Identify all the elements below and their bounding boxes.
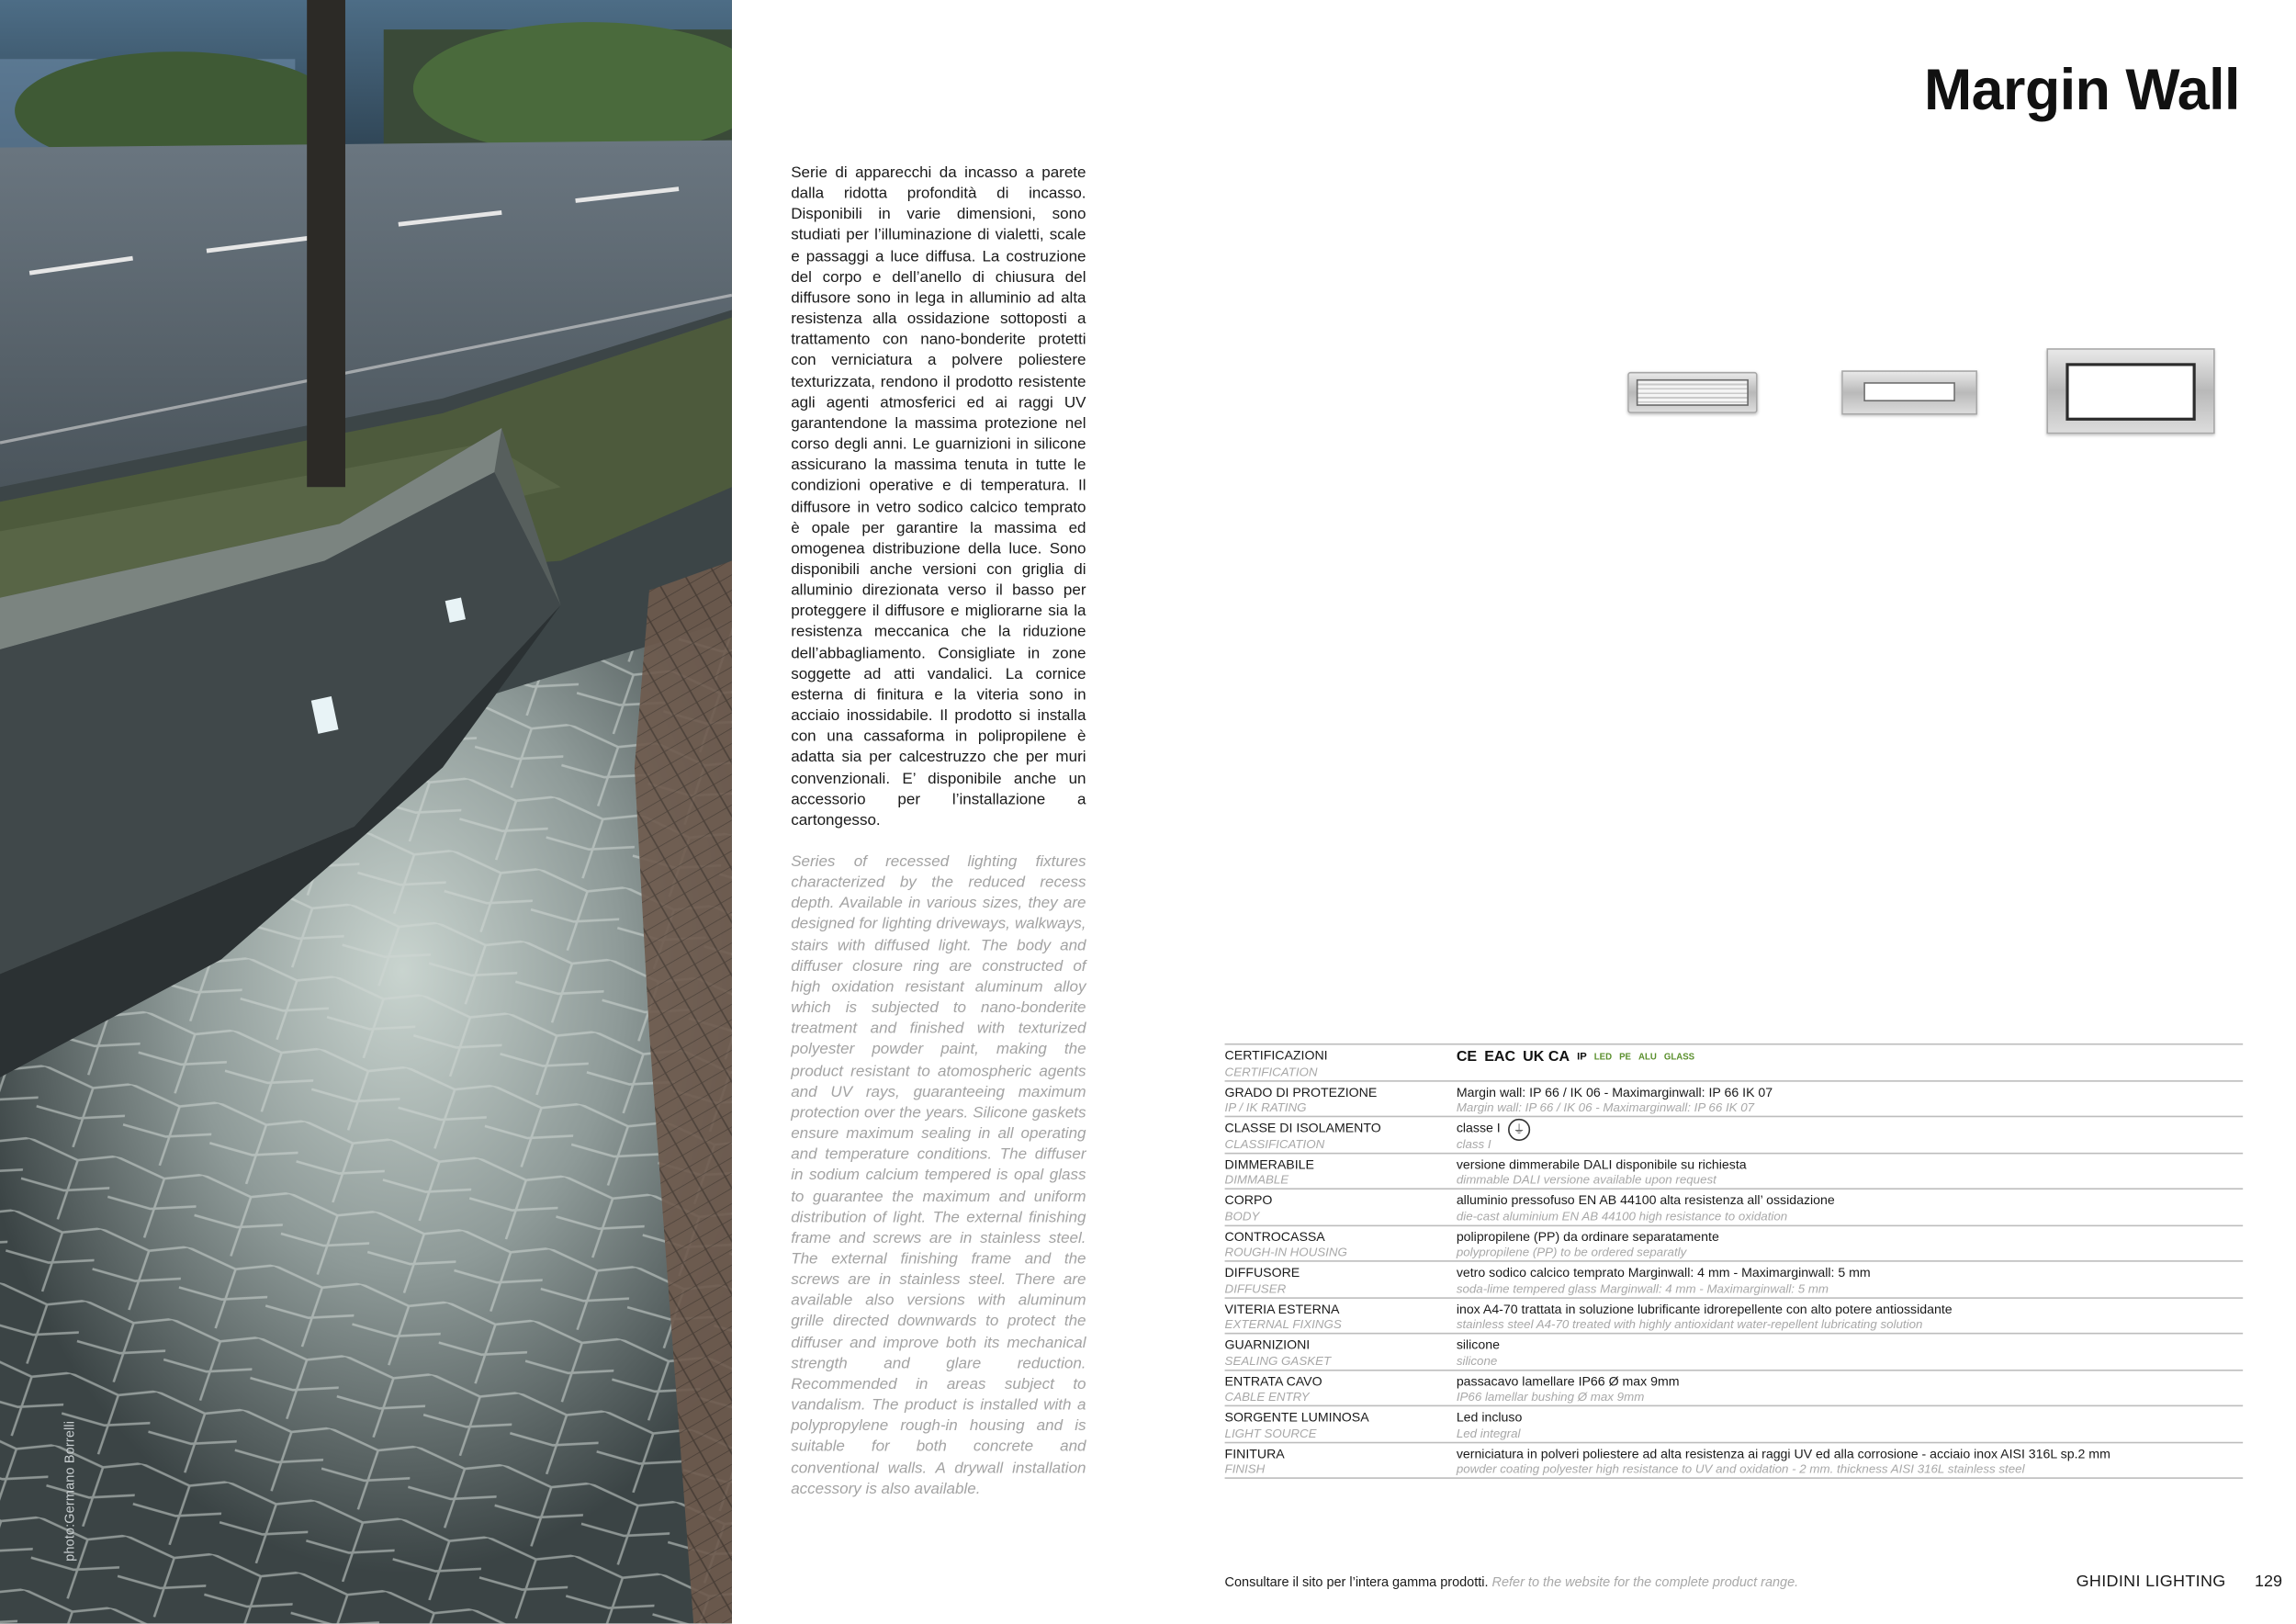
- ground-symbol-icon: ⏚: [1508, 1119, 1530, 1141]
- certification-icons: [1457, 1049, 1694, 1066]
- spec-label-italian: CONTROCASSA: [1224, 1228, 1325, 1244]
- certification-icon: EAC: [1484, 1049, 1516, 1066]
- description-italian: Serie di apparecchi da incasso a parete dalla ridotta profondità di incasso. Disponibili in varie dimensioni, sono studiati per l’illuminazione di vialetti, scale e passaggi a luce diffusa. La costruzione del corpo e dell’anello di chiusura del diffusore sono in lega in alluminio ad alta resistenza alla ossidazione sottoposti a trattamento con nano-bonderite protetti con verniciatura a polvere poliestere texturizzata, rendono il prodotto resistente agli agenti atmosferici ed ai raggi UV garantendone la massima protezione nel corso degli anni. Le guarnizioni in silicone assicurano la massima tenuta in tutte le condizioni operative e di temperatura. Il diffusore in vetro sodico calcico temprato è opale per garantire la massima ed omogenea distribuzione della luce. Sono disponibili anche versioni con griglia di alluminio direzionata verso il basso per proteggere il diffusore e migliorarne sia la resistenza meccanica che la riduzione dell’abbagliamento. Consigliate in zone soggette ad atti vandalici. La cornice esterna di finitura e la viteria sono in acciaio inossidabile. Il prodotto si installa con una cassaforma in polipropilene è adatta sia per calcestruzzo che per muri convenzionali. E’ disponibile anche un accessorio per l’installazione a cartongesso.: [791, 164, 1086, 829]
- spec-label-italian: DIFFUSORE: [1224, 1264, 1300, 1280]
- spec-value-italian: polipropilene (PP) da ordinare separatamente: [1456, 1228, 1719, 1244]
- certification-icon: IP: [1577, 1052, 1587, 1063]
- spec-label-italian: SORGENTE LUMINOSA: [1224, 1409, 1369, 1425]
- spec-label-english: CLASSIFICATION: [1224, 1135, 1325, 1151]
- spec-value-italian: silicone: [1456, 1336, 1500, 1352]
- spec-row: [1225, 1406, 2244, 1442]
- spec-row: [1225, 1334, 2244, 1370]
- spec-label-english: ROUGH-IN HOUSING: [1224, 1244, 1347, 1259]
- spec-value-english: die-cast aluminium EN AB 44100 high resistance to oxidation: [1456, 1208, 1788, 1224]
- spec-value-english: stainless steel A4-70 treated with highly antioxidant water-repellent lubricating solution: [1456, 1316, 1923, 1332]
- spec-row: [1225, 1298, 2244, 1334]
- spec-value-english: soda-lime tempered glass Marginwall: 4 mm - Maximarginwall: 5 mm: [1456, 1280, 1829, 1295]
- spec-label-italian: CERTIFICAZIONI: [1224, 1047, 1328, 1063]
- spec-value-italian: Led incluso: [1456, 1409, 1523, 1425]
- night-street-photo: [0, 0, 732, 1623]
- certification-icon: GLASS: [1663, 1053, 1695, 1063]
- spec-label-italian: GUARNIZIONI: [1224, 1336, 1311, 1352]
- spec-row: [1225, 1045, 2244, 1081]
- spec-label-italian: ENTRATA CAVO: [1224, 1373, 1322, 1389]
- spec-value-italian: verniciatura in polveri poliestere ad alta resistenza ai raggi UV ed alla corrosione - acciaio inox AISI 316L sp.2 mm: [1456, 1445, 2110, 1460]
- spec-value-english: polypropilene (PP) to be ordered separatly: [1456, 1244, 1687, 1259]
- spec-row: [1225, 1262, 2244, 1298]
- spec-label-english: LIGHT SOURCE: [1224, 1425, 1317, 1440]
- spec-value-english: Led integral: [1456, 1425, 1521, 1440]
- spec-label-italian: CLASSE DI ISOLAMENTO: [1224, 1120, 1381, 1135]
- description-english: Series of recessed lighting fixtures characterized by the reduced recess depth. Available in various sizes, they are designed for lighting driveways, walkways, stairs with diffused light. The body and diffuser closure ring are constructed of high oxidation resistant aluminum alloy which is subjected to nano-bonderite treatment and finished with texturized polyester powder paint, making the product resistant to atomospheric agents and UV rays, guaranteeing maximum protection over the years. Silicone gaskets ensure maximum sealing in all operating and temperature conditions. The diffuser in sodium calcium tempered is opal glass to guarantee the maximum and uniform distribution of light. The external finishing frame and screws are in stainless steel. The external finishing frame and the screws are in stainless steel. There are available also versions with aluminum grille directed downwards to protect the diffuser and improve both its mechanical strength and glare reduction. Recommended in areas subject to vandalism. The product is installed with a polypropylene rough-in housing and is suitable for both concrete and conventional walls. A drywall installation accessory is also available.: [791, 852, 1086, 1498]
- spec-label-italian: GRADO DI PROTEZIONE: [1224, 1084, 1378, 1100]
- spec-table: [1225, 1043, 2244, 1479]
- spec-label-english: EXTERNAL FIXINGS: [1224, 1316, 1342, 1332]
- product-image-small: [1627, 372, 1757, 413]
- spec-value-english: Margin wall: IP 66 / IK 06 - Maximarginwall: IP 66 IK 07: [1456, 1099, 1755, 1115]
- spec-row: [1225, 1154, 2244, 1190]
- certification-icon: UK CA: [1523, 1049, 1570, 1066]
- spec-value-italian: Margin wall: IP 66 / IK 06 - Maximarginwall: IP 66 IK 07: [1456, 1084, 1773, 1100]
- spec-label-english: FINISH: [1224, 1460, 1266, 1476]
- spec-label-english: DIMMABLE: [1224, 1171, 1289, 1187]
- spec-row: [1225, 1190, 2244, 1225]
- spec-value-english: silicone: [1456, 1352, 1498, 1368]
- spec-label-english: BODY: [1224, 1208, 1260, 1224]
- spec-label-english: CABLE ENTRY: [1224, 1388, 1310, 1404]
- spec-value-italian: passacavo lamellare IP66 Ø max 9mm: [1456, 1373, 1680, 1389]
- spec-value-italian: alluminio pressofuso EN AB 44100 alta resistenza all’ ossidazione: [1456, 1192, 1835, 1208]
- spec-row: [1225, 1081, 2244, 1117]
- product-image-large: [2046, 348, 2214, 434]
- spec-label-english: CERTIFICATION: [1224, 1063, 1318, 1078]
- product-photo: [0, 0, 732, 1623]
- spec-value-english: powder coating polyester high resistance to UV and oxidation - 2 mm. thickness AISI 316L stainless steel: [1456, 1460, 2025, 1476]
- spec-label-english: IP / IK RATING: [1224, 1099, 1307, 1115]
- spec-value-english: class I: [1456, 1135, 1491, 1151]
- spec-label-italian: VITERIA ESTERNA: [1224, 1301, 1340, 1316]
- spec-value-italian: vetro sodico calcico temprato Marginwall: 4 mm - Maximarginwall: 5 mm: [1456, 1264, 1871, 1280]
- spec-label-english: DIFFUSER: [1224, 1280, 1287, 1295]
- spec-row: [1225, 1370, 2244, 1406]
- spec-label-italian: CORPO: [1224, 1192, 1273, 1208]
- spec-value-english: IP66 lamellar bushing Ø max 9mm: [1456, 1388, 1645, 1404]
- spec-value-italian: versione dimmerabile DALI disponibile su richiesta: [1456, 1156, 1747, 1171]
- spec-row: [1225, 1443, 2244, 1479]
- spec-label-english: SEALING GASKET: [1224, 1352, 1332, 1368]
- certification-icon: LED: [1593, 1053, 1613, 1063]
- certification-icon: ALU: [1638, 1053, 1657, 1063]
- spec-value-italian: inox A4-70 trattata in soluzione lubrificante idrorepellente con alto potere antiossidante: [1456, 1301, 1953, 1316]
- photo-credit: photo:Germano Borrelli: [62, 1420, 77, 1562]
- certification-icon: PE: [1619, 1053, 1631, 1063]
- product-image-medium: [1841, 370, 1977, 414]
- spec-label-italian: DIMMERABILE: [1224, 1156, 1314, 1171]
- spec-label-italian: FINITURA: [1224, 1445, 1285, 1460]
- footer-note-english: Refer to the website for the complete product range.: [1491, 1574, 1799, 1590]
- footer-note: [1225, 1574, 1799, 1589]
- spec-row: [1225, 1117, 2244, 1153]
- footer-note-italian: Consultare il sito per l’intera gamma prodotti.: [1224, 1574, 1489, 1590]
- spec-row: [1225, 1225, 2244, 1261]
- spec-value-english: dimmable DALI versione available upon request: [1456, 1171, 1716, 1187]
- page-title: Margin Wall: [1923, 59, 2240, 123]
- brand-name: GHIDINI LIGHTING: [2076, 1573, 2226, 1592]
- certification-icon: CE: [1456, 1049, 1478, 1066]
- spec-value-italian: classe I: [1456, 1120, 1501, 1135]
- page-number: 129: [2255, 1573, 2283, 1592]
